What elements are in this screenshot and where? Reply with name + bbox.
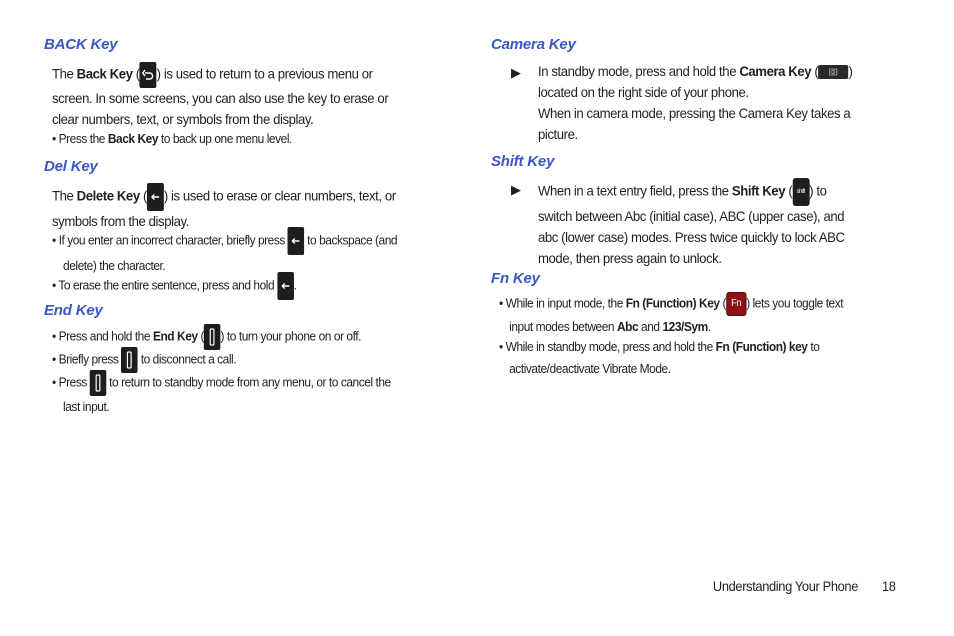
page-number: 18: [882, 578, 896, 594]
fn-key-heading: Fn Key: [491, 270, 540, 287]
page-footer: [713, 578, 896, 594]
fn-key-bullet-1: • While in input mode, the Fn (Function) Key ( Fn ) lets you toggle text input modes between Abc and 123/Sym.: [499, 292, 843, 338]
shift-key-icon: shift: [792, 178, 809, 206]
del-key-bullet-1: • If you enter an incorrect character, briefly press to backspace (and delete) the character.: [52, 227, 397, 277]
shift-key-heading: Shift Key: [491, 153, 555, 170]
delete-key-icon: [147, 183, 164, 211]
back-key-paragraph: The Back Key ( ) is used to return to a previous menu or screen. In some screens, you can also use the key to erase or clear numbers, text, or symbols from the display.: [52, 62, 388, 130]
back-key-bullet: • Press the Back Key to back up one menu level.: [52, 131, 292, 146]
shift-key-paragraph: When in a text entry field, press the Shift Key ( shift ) to switch between Abc (initial case), ABC (upper case), and abc (lower case) modes. Press twice quickly to lock ABC mode, then press again to unlock.: [538, 178, 845, 269]
end-key-icon: [90, 370, 107, 396]
del-key-heading: Del Key: [44, 158, 98, 175]
footer-section-title: Understanding Your Phone: [713, 578, 859, 594]
delete-key-icon: [277, 272, 294, 300]
end-key-bullet-2: • Briefly press to disconnect a call.: [52, 347, 236, 373]
fn-key-bullet-2: • While in standby mode, press and hold the Fn (Function) key to activate/deactivate Vibrate Mode.: [499, 339, 820, 376]
back-key-heading: BACK Key: [44, 36, 118, 53]
camera-key-heading: Camera Key: [491, 36, 576, 53]
arrow-icon: ▶: [511, 65, 521, 80]
arrow-icon: ▶: [511, 182, 521, 197]
del-key-bullet-2: • To erase the entire sentence, press and hold .: [52, 272, 296, 300]
del-key-paragraph: The Delete Key ( ) is used to erase or clear numbers, text, or symbols from the display.: [52, 183, 396, 232]
camera-key-paragraph: In standby mode, press and hold the Camera Key ( ) located on the right side of your phone. When in camera mode, pressing the Camera Key takes a picture.: [538, 63, 853, 142]
delete-key-icon: [288, 227, 305, 255]
end-key-heading: End Key: [44, 302, 103, 319]
camera-key-icon: [818, 65, 848, 79]
end-key-bullet-3: • Press to return to standby mode from any menu, or to cancel the last input.: [52, 370, 391, 418]
fn-key-icon: Fn: [726, 292, 746, 316]
end-key-bullet-1: • Press and hold the End Key ( ) to turn your phone on or off.: [52, 324, 361, 350]
back-key-icon: [140, 62, 157, 88]
